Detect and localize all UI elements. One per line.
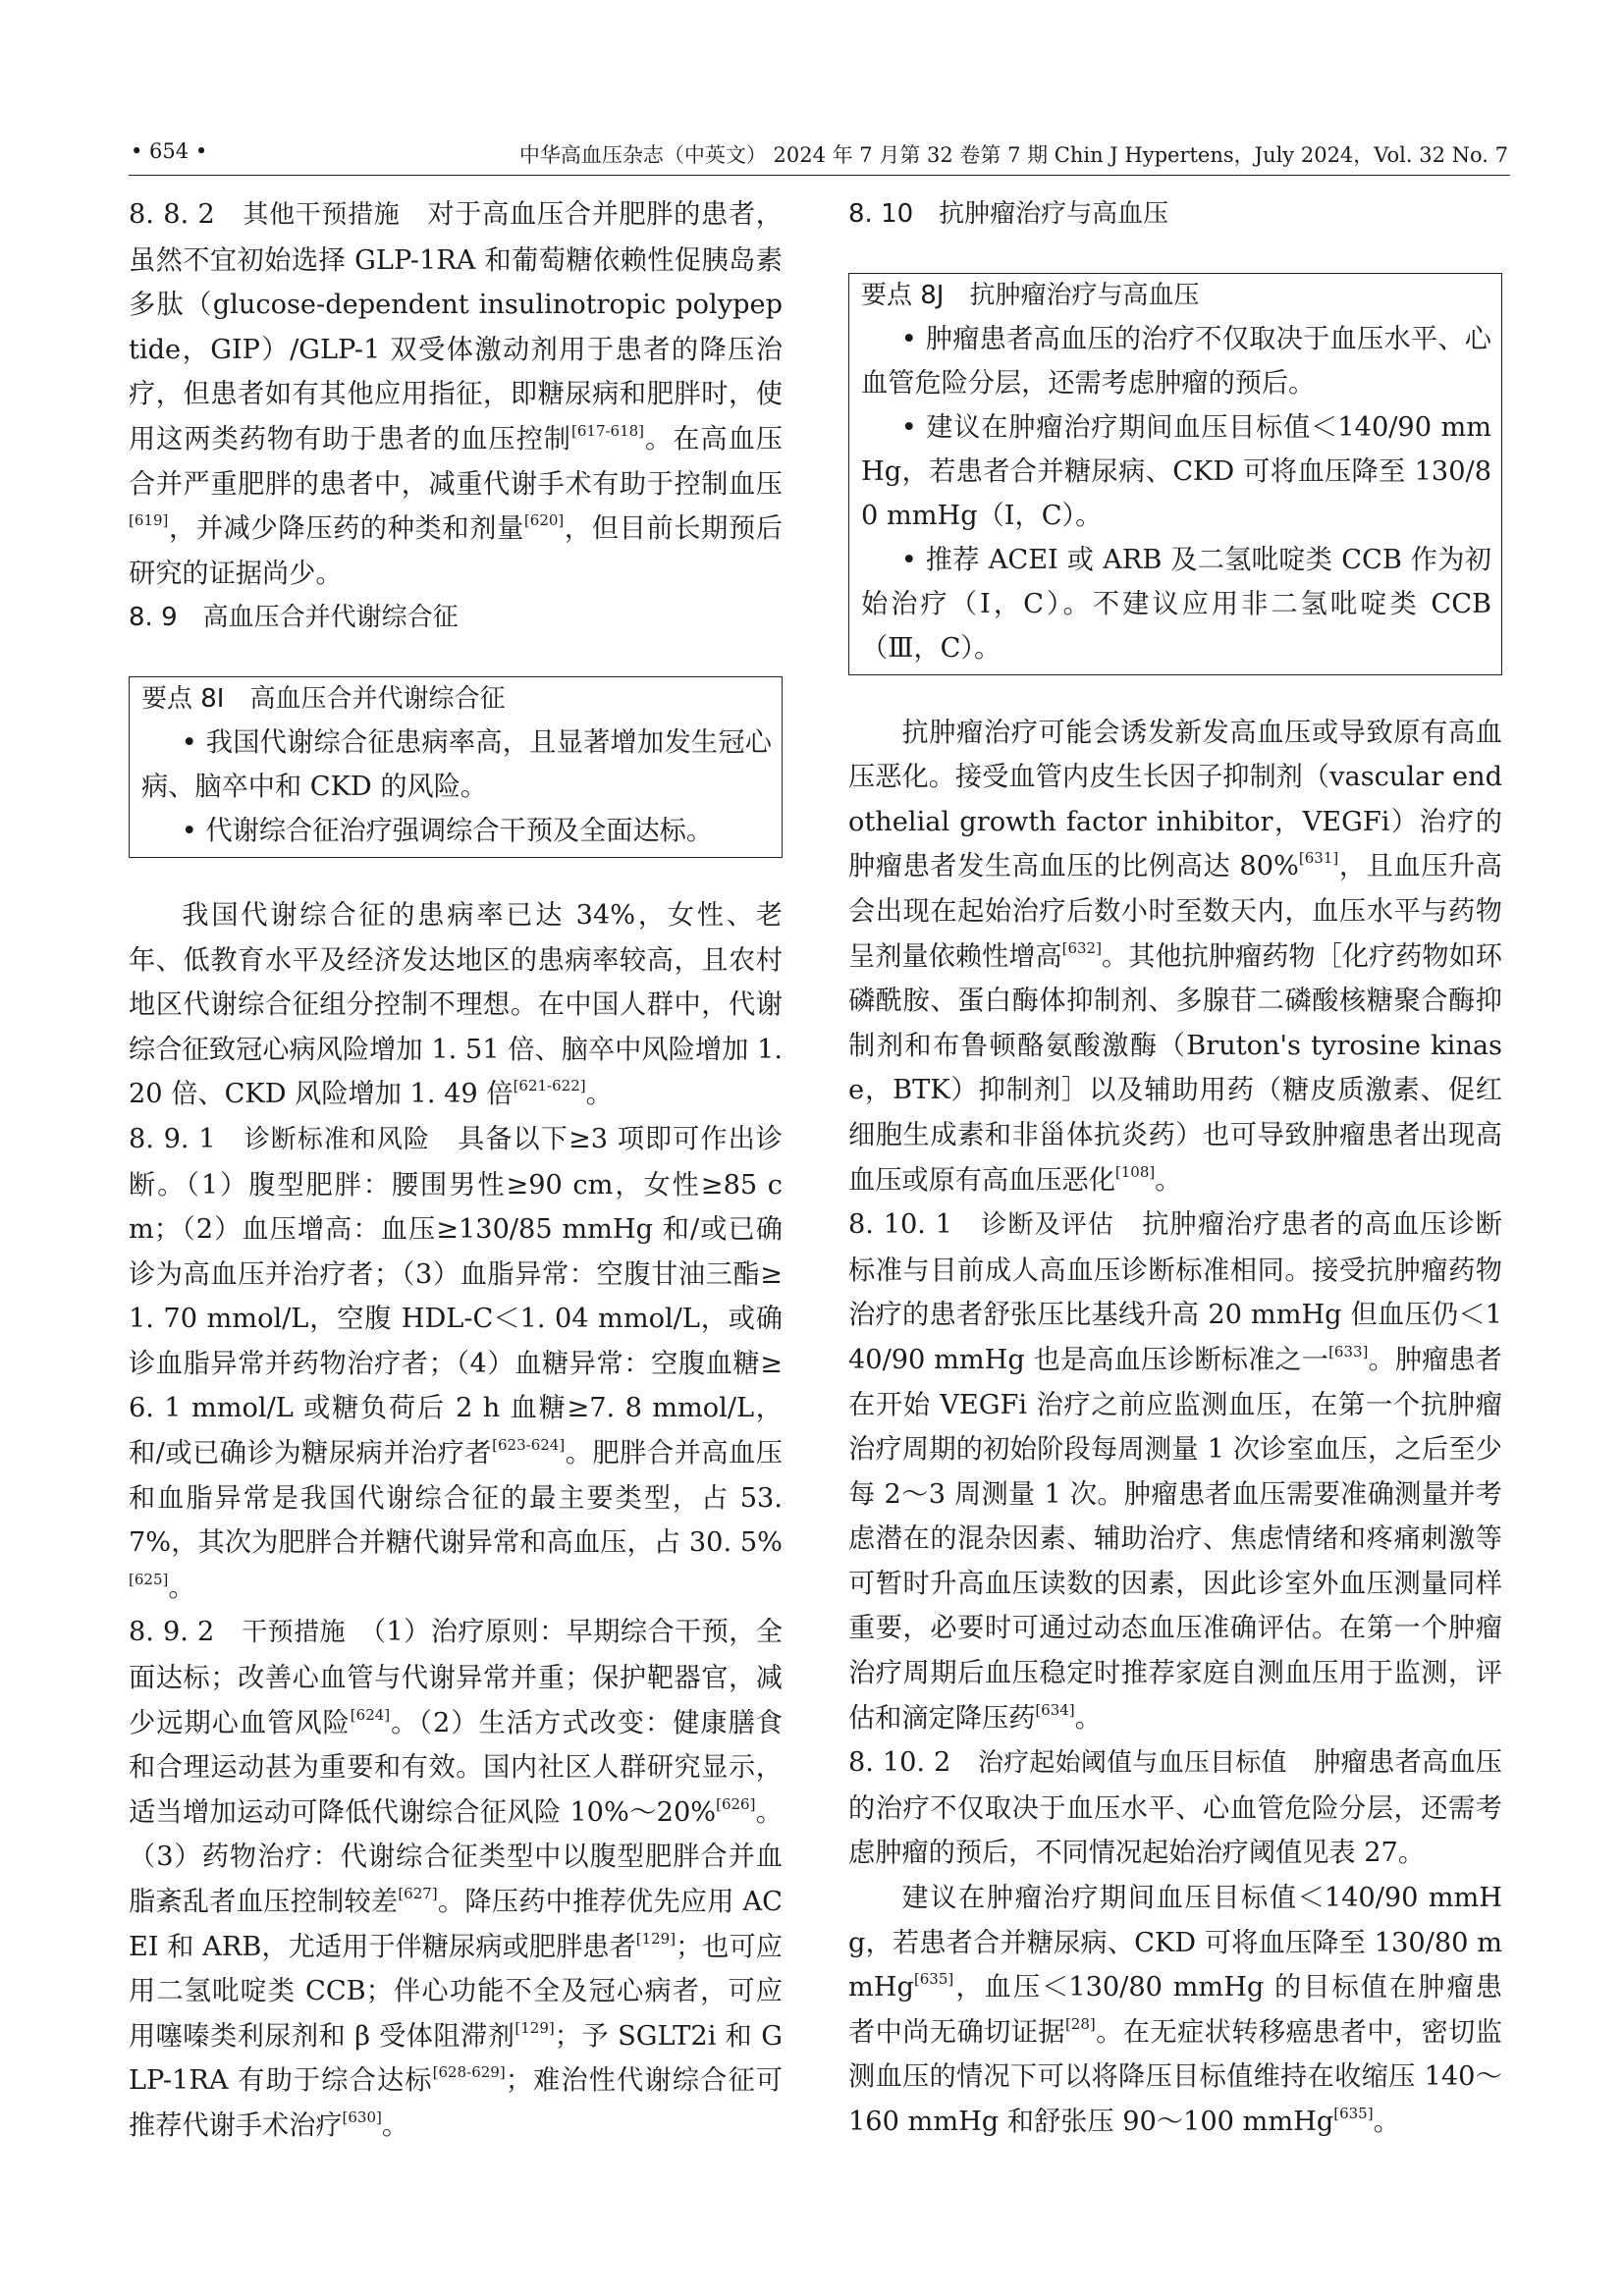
section-8-9-1: 8. 9. 1 诊断标准和风险 具备以下≥3 项即可作出诊断。（1）腹型肥胖：腰围男性≥90 cm，女性≥85 cm；（2）血压增高：血压≥130/85 mmHg 和/或已确诊为高血压并治疗者；（3）血脂异常：空腹甘油三酯≥1. 70 mmol/L，空腹 HDL-C＜1. 04 mmol/L，或确诊血脂异常并药物治疗者；（4）血糖异常：空腹血糖≥6. 1 mmol/L 或糖负荷后 2 h 血糖≥7. 8 mmol/L，和/或已确诊为糖尿病并治疗者[623-624]。肥胖合并高血压和血脂异常是我国代谢综合征的最主要类型，占 53. 7%，其次为肥胖合并糖代谢异常和高血压，占 30. 5%[625]。 <box>129 1123 783 1603</box>
right-column <box>848 192 1502 2145</box>
bullet-point: • 肿瘤患者高血压的治疗不仅取决于血压水平、心血管危险分层，还需考虑肿瘤的预后。 <box>861 323 1491 399</box>
key-points-box-8j <box>848 273 1502 675</box>
citation: [617-618] <box>571 421 645 440</box>
section-8-8-2: 8. 8. 2 其他干预措施 对于高血压合并肥胖的患者，虽然不宜初始选择 GLP-1RA 和葡萄糖依赖性促胰岛素多肽（glucose-dependent insulinotropic polypeptide，GIP）/GLP-1 双受体激动剂用于患者的降压治疗，但患者如有其他应用指征，即糖尿病和肥胖时，使用这两类药物有助于患者的血压控制[617-618]。在高血压合并严重肥胖的患者中，减重代谢手术有助于控制血压[619]，并减少降压药的种类和剂量[620]，但目前长期预后研究的证据尚少。 <box>129 199 783 589</box>
citation: [624] <box>350 1705 391 1724</box>
running-header <box>129 133 1510 176</box>
bullet-point: • 建议在肿瘤治疗期间血压目标值＜140/90 mmHg，若患者合并糖尿病、CKD 可将血压降至 130/80 mmHg（Ⅰ，C）。 <box>861 411 1491 531</box>
citation: [623-624] <box>492 1436 566 1455</box>
bullet-point: • 我国代谢综合征患病率高，且显著增加发生冠心病、脑卒中和 CKD 的风险。 <box>141 726 772 802</box>
citation: [634] <box>1035 1700 1075 1719</box>
citation: [621-622] <box>513 1077 586 1095</box>
paragraph-bp-target: 建议在肿瘤治疗期间血压目标值＜140/90 mmHg，若患者合并糖尿病、CKD 可将血压降至 130/80 mmHg[635]，血压＜130/80 mmHg 的目标值在肿瘤患者中尚无确切证据[28]。在无症状转移癌患者中，密切监测血压的情况下可以将降压目标值维持在收缩压 140～160 mmHg 和舒张压 90～100 mmHg[635]。 <box>848 1883 1502 2137</box>
citation: [627] <box>398 1885 438 1902</box>
paragraph-antitumor-hypertension: 抗肿瘤治疗可能会诱发新发高血压或导致原有高血压恶化。接受血管内皮生长因子抑制剂（vascular endothelial growth factor inhibitor，VEGFi）治疗的肿瘤患者发生高血压的比例高达 80%[631]，且血压升高会出现在起始治疗后数小时至数天内，血压水平与药物呈剂量依赖性增高[632]。其他抗肿瘤药物［化疗药物如环磷酰胺、蛋白酶体抑制剂、多腺苷二磷酸核糖聚合酶抑制剂和布鲁顿酪氨酸激酶（Bruton's tyrosine kinase，BTK）抑制剂］以及辅助用药（糖皮质激素、促红细胞生成素和非甾体抗炎药）也可导致肿瘤患者出现高血压或原有高血压恶化[108]。 <box>848 717 1502 1196</box>
section-title: 治疗起始阈值与血压目标值 <box>977 1748 1287 1779</box>
section-8-10-1: 8. 10. 1 诊断及评估 抗肿瘤治疗患者的高血压诊断标准与目前成人高血压诊断标准相同。接受抗肿瘤药物治疗的患者舒张压比基线升高 20 mmHg 但血压仍＜140/90 mmHg 也是高血压诊断标准之一[633]。肿瘤患者在开始 VEGFi 治疗之前应监测血压，在第一个抗肿瘤治疗周期的初始阶段每周测量 1 次诊室血压，之后至少每 2～3 周测量 1 次。肿瘤患者血压需要准确测量并考虑潜在的混杂因素、辅助治疗、焦虑情绪和疼痛刺激等可暂时升高血压读数的因素，因此诊室外血压测量同样重要，必要时可通过动态血压准确评估。在第一个肿瘤治疗周期后血压稳定时推荐家庭自测血压用于监测，评估和滴定降压药[634]。 <box>848 1209 1502 1734</box>
citation: [625] <box>129 1570 169 1588</box>
citation: [619] <box>129 511 169 530</box>
citation: [108] <box>1114 1162 1156 1181</box>
section-heading-8-9: 8. 9 高血压合并代谢综合征 <box>129 603 459 633</box>
section-title: 其他干预措施 <box>243 200 401 230</box>
citation: [633] <box>1328 1342 1369 1361</box>
section-title: 诊断标准和风险 <box>244 1124 430 1154</box>
citation: [635] <box>1333 2105 1374 2122</box>
left-column <box>129 192 783 2149</box>
paragraph-metabolic-syndrome-prevalence: 我国代谢综合征的患病率已达 34%，女性、老年、低教育水平及经济发达地区的患病率较高，且农村地区代谢综合征组分控制不理想。在中国人群中，代谢综合征致冠心病风险增加 1. 51 倍、脑卒中风险增加 1. 20 倍、CKD 风险增加 1. 49 倍[621-622]。 <box>129 899 783 1110</box>
key-points-box-8i <box>129 676 783 858</box>
box-title: 要点 8J 抗肿瘤治疗与高血压 <box>861 280 1200 310</box>
citation: [129] <box>514 2018 555 2037</box>
section-heading-8-10: 8. 10 抗肿瘤治疗与高血压 <box>848 199 1169 229</box>
section-8-9-2: 8. 9. 2 干预措施 （1）治疗原则：早期综合干预，全面达标；改善心血管与代谢异常并重；保护靶器官，减少远期心血管风险[624]。（2）生活方式改变：健康膳食和合理运动甚为重要和有效。国内社区人群研究显示，适当增加运动可降低代谢综合征风险 10%～20%[626]。（3）药物治疗：代谢综合征类型中以腹型肥胖合并血脂紊乱者血压控制较差[627]。降压药中推荐优先应用 ACEI 和 ARB，尤适用于伴糖尿病或肥胖患者[129]；也可应用二氢吡啶类 CCB；伴心功能不全及冠心病者，可应用噻嗪类利尿剂和 β 受体阻滞剂[129]；予 SGLT2i 和 GLP-1RA 有助于综合达标[628-629]；难治性代谢综合征可推荐代谢手术治疗[630]。 <box>129 1617 783 2141</box>
citation: [129] <box>635 1929 677 1948</box>
section-8-10-2: 8. 10. 2 治疗起始阈值与血压目标值 肿瘤患者高血压的治疗不仅取决于血压水平、心血管危险分层，还需考虑肿瘤的预后，不同情况起始治疗阈值见表 27。 <box>848 1747 1502 1869</box>
section-title: 干预措施 <box>242 1618 346 1648</box>
citation: [628-629] <box>432 2063 506 2082</box>
page-number: • 654 • <box>131 139 208 163</box>
citation: [632] <box>1061 938 1102 957</box>
citation: [630] <box>342 2108 382 2126</box>
bullet-point: • 推荐 ACEI 或 ARB 及二氢吡啶类 CCB 作为初始治疗（Ⅰ，C）。不建议应用非二氢吡啶类 CCB（Ⅲ，C）。 <box>861 544 1491 664</box>
journal-citation: 中华高血压杂志（中英文） 2024 年 7 月第 32 卷第 7 期 Chin J Hypertens，July 2024，Vol. 32 No. 7 <box>518 143 1508 167</box>
box-title: 要点 8I 高血压合并代谢综合征 <box>141 683 506 714</box>
bullet-point: • 代谢综合征治疗强调综合干预及全面达标。 <box>181 815 714 846</box>
citation: [620] <box>523 511 565 530</box>
citation: [631] <box>1298 849 1339 868</box>
citation: [626] <box>716 1794 756 1813</box>
citation: [635] <box>913 1970 954 1989</box>
citation: [28] <box>1064 2014 1096 2033</box>
section-title: 诊断及评估 <box>981 1210 1114 1241</box>
